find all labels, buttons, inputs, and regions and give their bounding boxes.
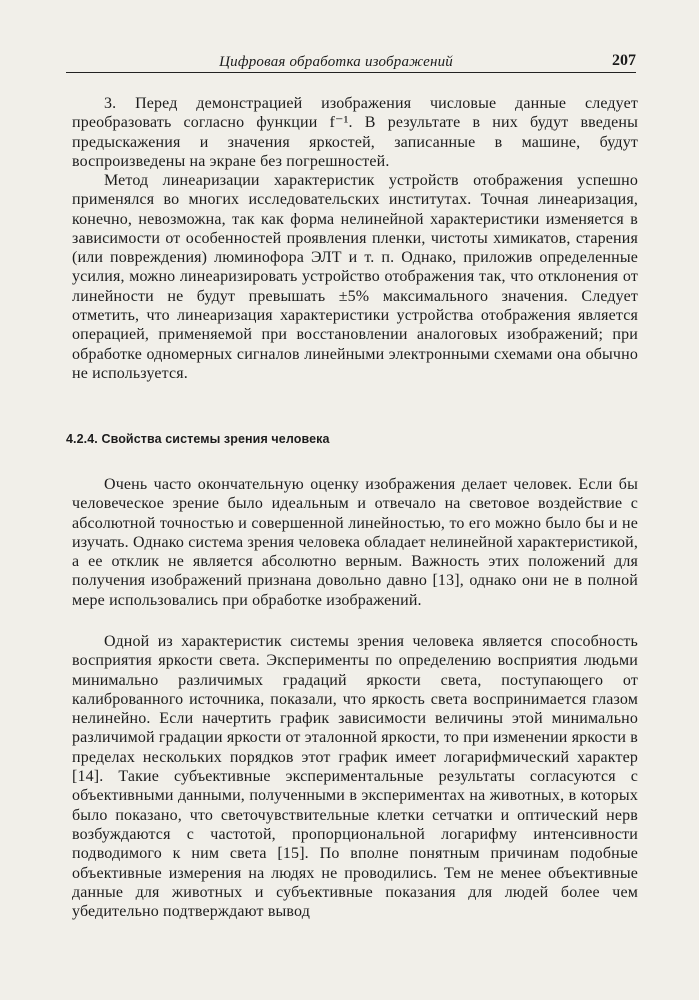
paragraph-step-3: 3. Перед демонстрацией изображения числовые данные следует преобразовать согласно функции f⁻¹. В результате в них будут введены предыскажения и значения яркостей, записанные в машине, будут воспроизведены на экране без погрешностей.: [72, 95, 638, 170]
running-title: Цифровая обработка изображений: [219, 54, 453, 70]
paragraph-linearization-method: Метод линеаризации характеристик устройств отображения успешно применялся во многих исследовательских институтах. Точная линеаризация, конечно, невозможна, так как форма нелинейной характеристики изменяется в зависимости от особенностей проявления пленки, чистоты химикатов, старения (или повреждения) люминофора ЭЛТ и т. п. Однако, приложив определенные усилия, можно линеаризировать устройство отображения так, что отклонения от линейности не будут превышать ±5% максимального значения. Следует отметить, что линеаризация характеристики устройства отображения является операцией, применяемой при восстановлении аналоговых изображений; при обработке одномерных сигналов линейными электронными схемами она обычно не используется.: [72, 172, 638, 382]
section-heading: 4.2.4. Свойства системы зрения человека: [66, 432, 330, 446]
paragraph-brightness-perception: Одной из характеристик системы зрения человека является способность восприятия яркости света. Эксперименты по определению восприятия людьми минимально различимых градаций яркости света, поступающего от калиброванного источника, показали, что яркость света воспринимается глазом нелинейно. Если начертить график зависимости величины этой минимально различимой градации яркости от эталонной яркости, то при изменении яркости в пределах нескольких порядков этот график имеет логарифмический характер [14]. Такие субъективные экспериментальные результаты согласуются с объективными данными, полученными в экспериментах на животных, в которых было показано, что светочувствительные клетки сетчатки и оптический нерв возбуждаются с частотой, пропорциональной логарифму интенсивности подводимого к ним света [15]. По вполне понятным причинам подобные объективные измерения на людях не проводились. Тем не менее объективные данные для животных и субъективные показания для людей более чем убедительно подтверждают вывод: [72, 633, 638, 921]
running-header: [66, 52, 636, 73]
paragraph-human-vision-intro: Очень часто окончательную оценку изображения делает человек. Если бы человеческое зрение было идеальным и отвечало на световое воздействие с абсолютной точностью и совершенной линейностью, то его можно было бы и не изучать. Однако система зрения человека обладает нелинейной характеристикой, а ее отклик не является абсолютно верным. Важность этих положений для получения изображений признана довольно давно [13], однако они не в полной мере использовались при обработке изображений.: [72, 476, 638, 609]
page-number: 207: [612, 52, 636, 69]
